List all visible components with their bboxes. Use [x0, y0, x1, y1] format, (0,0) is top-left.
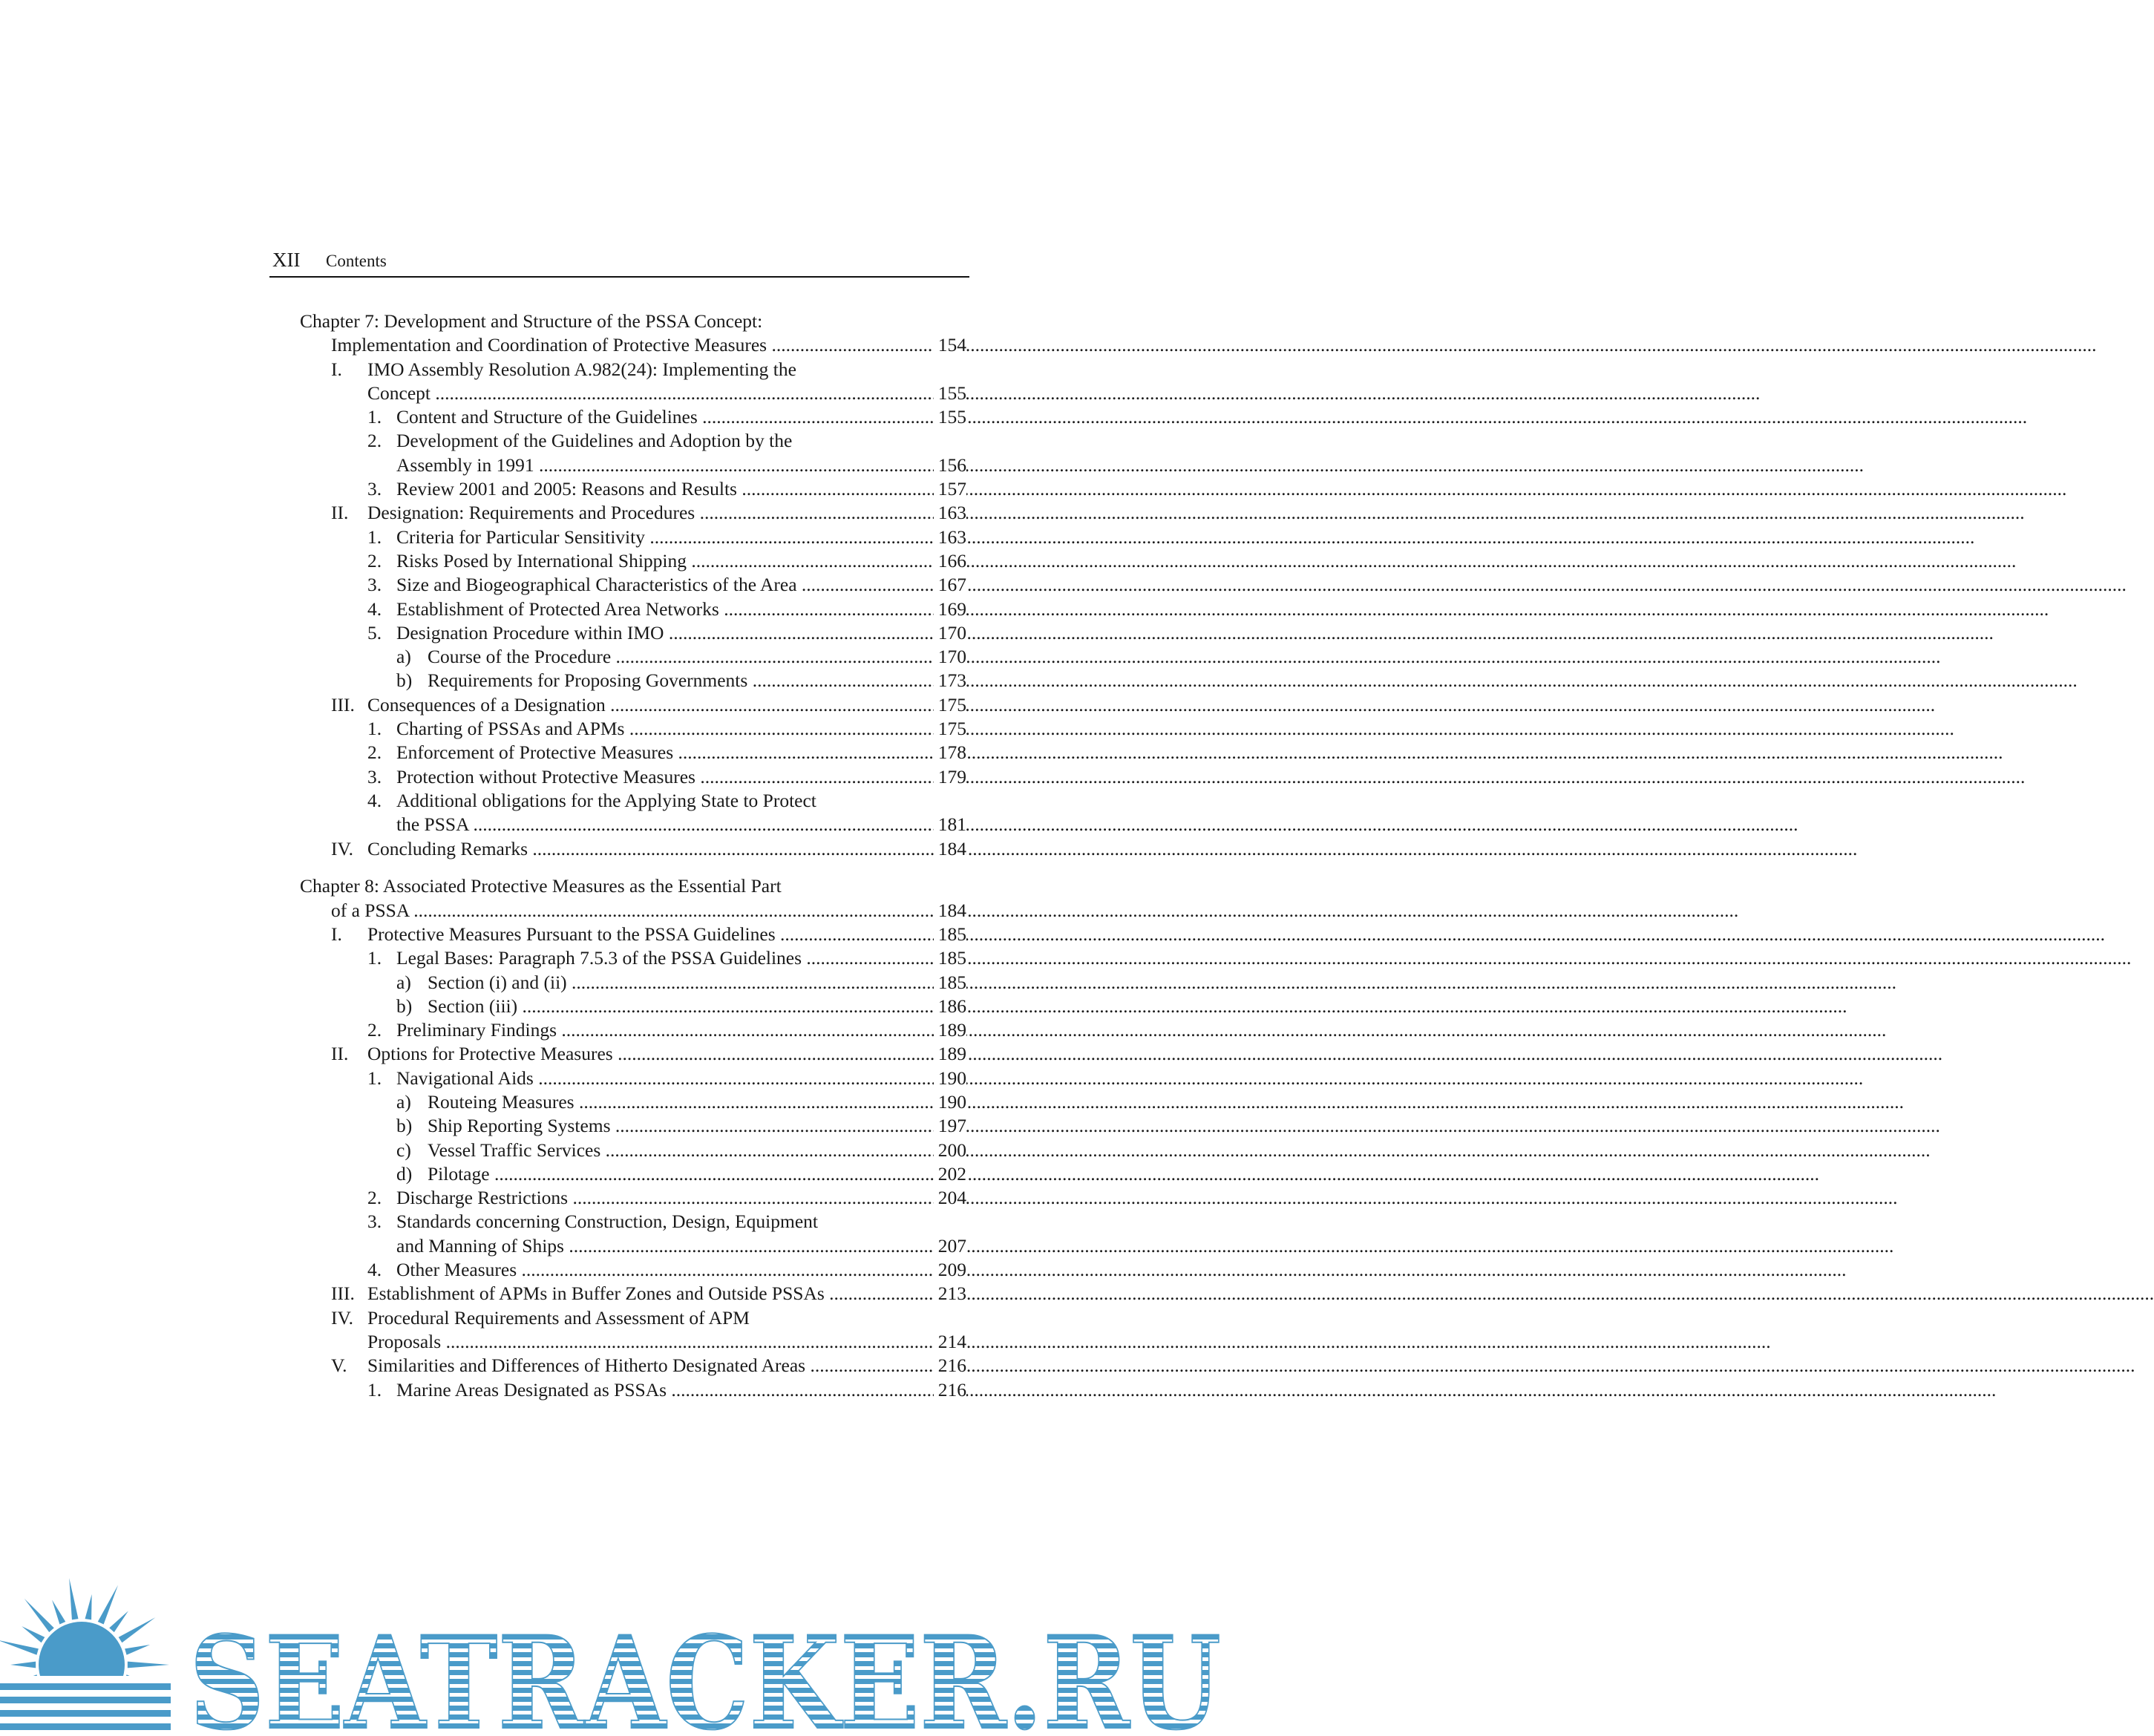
toc-entry[interactable] — [300, 669, 966, 692]
toc-entry-number: 2. — [367, 741, 382, 764]
toc-entry[interactable] — [300, 717, 966, 741]
toc-entry-title: Risks Posed by International Shipping ..... — [396, 549, 966, 573]
toc-entry-number: III. — [331, 693, 355, 715]
toc-entry[interactable] — [300, 358, 966, 381]
toc-entry-number: I. — [331, 358, 342, 380]
toc-entry-title: Similarities and Differences of Hitherto Designated Areas ..... — [367, 1354, 966, 1378]
toc-entry-page: 156 — [934, 453, 966, 477]
toc-entry-title: Routeing Measures ..... — [428, 1090, 966, 1114]
toc-entry-page: 179 — [934, 765, 966, 789]
toc-entry-page: 189 — [934, 1018, 966, 1042]
sun-icon — [0, 1578, 171, 1736]
toc-entry-page: 185 — [934, 946, 966, 970]
toc-entry-number: III. — [331, 1283, 355, 1305]
toc-entry[interactable] — [300, 813, 966, 836]
sun-ray — [24, 1599, 54, 1632]
toc-entry-title: Chapter 7: Development and Structure of the PSSA Concept: — [300, 310, 763, 332]
toc-entry[interactable] — [300, 899, 966, 923]
running-header — [269, 247, 969, 278]
toc-entry[interactable] — [300, 995, 966, 1018]
toc-entry-page: 178 — [934, 741, 966, 764]
toc-entry-number: 3. — [367, 478, 382, 500]
toc-entry[interactable] — [300, 573, 966, 597]
toc-entry-number: 3. — [367, 765, 382, 787]
toc-entry-title: Pilotage ..... — [428, 1162, 966, 1186]
toc-entry-page: 207 — [934, 1234, 966, 1258]
toc-entry[interactable] — [300, 1067, 966, 1090]
toc-entry-page: 216 — [934, 1354, 966, 1378]
toc-entry-title: Establishment of Protected Area Networks ..... — [396, 597, 966, 621]
toc-entry[interactable] — [300, 1139, 966, 1162]
toc-entry-title: Section (i) and (ii) ..... — [428, 971, 966, 995]
toc-entry[interactable] — [300, 621, 966, 645]
toc-entry-page: 173 — [934, 669, 966, 692]
toc-entry-number: 3. — [367, 574, 382, 596]
toc-entry-page: 157 — [934, 477, 966, 501]
toc-entry[interactable] — [300, 525, 966, 549]
toc-entry-page: 202 — [934, 1162, 966, 1186]
toc-entry-number: 2. — [367, 1187, 382, 1209]
toc-entry[interactable] — [300, 1258, 966, 1282]
toc-entry-title: IMO Assembly Resolution A.982(24): Implementing the — [367, 358, 796, 380]
toc-entry[interactable] — [300, 549, 966, 573]
toc-entry-number: 2. — [367, 430, 382, 452]
toc-entry-page: 190 — [934, 1090, 966, 1114]
toc-entry-number: 1. — [367, 406, 382, 428]
toc-entry-page: 170 — [934, 621, 966, 645]
toc-entry-title: Concluding Remarks ..... — [367, 837, 966, 861]
toc-entry-number: II. — [331, 502, 349, 524]
toc-entry-title: Development of the Guidelines and Adoption by the — [396, 430, 793, 452]
toc-entry-title: Assembly in 1991 ..... — [396, 453, 966, 477]
toc-entry-number: 3. — [367, 1211, 382, 1233]
toc-entry[interactable] — [300, 597, 966, 621]
toc-entry-number: IV. — [331, 837, 353, 859]
toc-entry-page: 170 — [934, 645, 966, 669]
toc-entry[interactable] — [300, 923, 966, 946]
toc-entry[interactable] — [300, 1018, 966, 1042]
toc-entry-title: Size and Biogeographical Characteristics of the Area ..... — [396, 573, 966, 597]
toc-entry-number: a) — [396, 646, 411, 668]
toc-entry-number: 1. — [367, 525, 382, 548]
toc-entry-number: 1. — [367, 1378, 382, 1401]
toc-entry-number: a) — [396, 1091, 411, 1113]
toc-entry-number: I. — [331, 923, 342, 945]
toc-entry-title: Enforcement of Protective Measures ..... — [396, 741, 966, 764]
toc-entry[interactable] — [300, 971, 966, 995]
toc-entry-page: 167 — [934, 573, 966, 597]
toc-entry-number: b) — [396, 1115, 413, 1137]
toc-entry-title: Preliminary Findings ..... — [396, 1018, 966, 1042]
toc-entry[interactable] — [300, 1090, 966, 1114]
toc-entry-title: Other Measures ..... — [396, 1258, 966, 1282]
toc-entry-number: 2. — [367, 1019, 382, 1041]
chapter-block — [300, 874, 966, 1402]
toc-entry-number: 2. — [367, 549, 382, 571]
toc-entry-number: d) — [396, 1162, 413, 1185]
toc-entry-page: 213 — [934, 1282, 966, 1306]
toc-entry[interactable] — [300, 1042, 966, 1066]
toc-entry[interactable] — [300, 874, 966, 898]
toc-entry-page: 186 — [934, 995, 966, 1018]
toc-entry-page: 200 — [934, 1139, 966, 1162]
toc-entry-title: Proposals ..... — [367, 1330, 966, 1354]
toc-entry-title: Section (iii) ..... — [428, 995, 966, 1018]
toc-entry-number: c) — [396, 1139, 411, 1161]
toc-entry[interactable] — [300, 381, 966, 405]
toc-entry[interactable] — [300, 1210, 966, 1234]
toc-entry-title: Legal Bases: Paragraph 7.5.3 of the PSSA Guidelines ..... — [396, 946, 966, 970]
watermark-text: SEATRACKER.RU — [189, 1608, 1221, 1736]
toc-entry-page: 204 — [934, 1186, 966, 1210]
toc-entry[interactable] — [300, 501, 966, 525]
toc-entry-title: Review 2001 and 2005: Reasons and Results ..... — [396, 477, 966, 501]
running-title: Contents — [326, 252, 387, 270]
toc-entry-title: Navigational Aids ..... — [396, 1067, 966, 1090]
toc-entry-number: 4. — [367, 789, 382, 811]
toc-entry-page: 216 — [934, 1378, 966, 1402]
toc-entry-title: of a PSSA ..... — [331, 899, 966, 923]
toc-entry-page: 163 — [934, 525, 966, 549]
toc-entry[interactable] — [300, 645, 966, 669]
page-number: XII — [272, 249, 301, 271]
toc-entry[interactable] — [300, 789, 966, 813]
toc-entry-page: 184 — [934, 837, 966, 861]
sun-ray — [52, 1600, 65, 1625]
toc-entry-title: Protective Measures Pursuant to the PSSA Guidelines ..... — [367, 923, 966, 946]
toc-entry-title: Implementation and Coordination of Protective Measures ..... — [331, 333, 966, 357]
toc-entry-title: Concept ..... — [367, 381, 966, 405]
sun-ray — [69, 1578, 78, 1619]
toc-entry-page: 190 — [934, 1067, 966, 1090]
toc-entry-title: Designation Procedure within IMO ..... — [396, 621, 966, 645]
sun-ray — [128, 1662, 169, 1668]
toc-entry-page: 185 — [934, 971, 966, 995]
toc-entry-title: Discharge Restrictions ..... — [396, 1186, 966, 1210]
toc-entry-page: 197 — [934, 1114, 966, 1138]
toc-entry-page: 166 — [934, 549, 966, 573]
toc-entry[interactable] — [300, 1330, 966, 1354]
toc-entry-title: Options for Protective Measures ..... — [367, 1042, 966, 1066]
toc-entry-number: b) — [396, 669, 413, 692]
toc-entry-title: Consequences of a Designation ..... — [367, 693, 966, 717]
sun-ray — [119, 1617, 156, 1642]
toc-entry-number: 1. — [367, 718, 382, 740]
toc-entry-number: 5. — [367, 621, 382, 643]
toc-entry-number: a) — [396, 971, 411, 993]
toc-entry-title: Designation: Requirements and Procedures ..... — [367, 501, 966, 525]
toc-entry-number: V. — [331, 1355, 347, 1377]
toc-entry-number: 1. — [367, 947, 382, 969]
toc-entry-title: Content and Structure of the Guidelines ..... — [396, 405, 966, 429]
table-of-contents — [300, 309, 966, 1415]
toc-entry-page: 163 — [934, 501, 966, 525]
toc-entry-title: Ship Reporting Systems ..... — [428, 1114, 966, 1138]
toc-entry[interactable] — [300, 453, 966, 477]
toc-entry[interactable] — [300, 309, 966, 333]
chapter-block — [300, 309, 966, 861]
toc-entry-title: and Manning of Ships ..... — [396, 1234, 966, 1258]
sun-ray — [0, 1640, 39, 1655]
toc-entry[interactable] — [300, 429, 966, 453]
toc-entry[interactable] — [300, 333, 966, 357]
toc-entry[interactable] — [300, 1186, 966, 1210]
toc-entry[interactable] — [300, 1114, 966, 1138]
toc-entry-page: 155 — [934, 381, 966, 405]
watermark-logo — [0, 1572, 1228, 1736]
toc-entry-page: 155 — [934, 405, 966, 429]
sun-ray — [10, 1662, 36, 1668]
toc-entry-page: 185 — [934, 923, 966, 946]
sun-ray — [22, 1626, 45, 1642]
toc-entry[interactable] — [300, 837, 966, 861]
toc-entry-title: Chapter 8: Associated Protective Measures as the Essential Part — [300, 875, 782, 897]
toc-entry-page: 175 — [934, 693, 966, 717]
toc-entry[interactable] — [300, 946, 966, 970]
toc-entry-number: IV. — [331, 1306, 353, 1329]
toc-entry-page: 154 — [934, 333, 966, 357]
toc-entry-title: Procedural Requirements and Assessment of APM — [367, 1306, 750, 1329]
sun-ray — [98, 1585, 118, 1625]
toc-entry[interactable] — [300, 1354, 966, 1378]
toc-entry[interactable] — [300, 693, 966, 717]
toc-entry[interactable] — [300, 1234, 966, 1258]
toc-entry-page: 209 — [934, 1258, 966, 1282]
toc-entry[interactable] — [300, 477, 966, 501]
toc-entry-page: 184 — [934, 899, 966, 923]
toc-entry[interactable] — [300, 741, 966, 764]
sun-ray — [125, 1645, 150, 1655]
toc-entry-number: b) — [396, 995, 413, 1017]
toc-entry-title: Protection without Protective Measures ..... — [396, 765, 966, 789]
toc-entry-number: 4. — [367, 1259, 382, 1281]
toc-entry[interactable] — [300, 1306, 966, 1330]
toc-entry-title: the PSSA ..... — [396, 813, 966, 836]
sun-ray — [85, 1594, 92, 1619]
sun-ray — [109, 1611, 128, 1632]
toc-entry[interactable] — [300, 405, 966, 429]
toc-entry[interactable] — [300, 1282, 966, 1306]
toc-entry-number: 4. — [367, 597, 382, 620]
toc-entry-title: Additional obligations for the Applying State to Protect — [396, 789, 816, 811]
toc-entry[interactable] — [300, 765, 966, 789]
toc-entry-number: 1. — [367, 1067, 382, 1089]
toc-entry-title: Vessel Traffic Services ..... — [428, 1139, 966, 1162]
toc-entry-page: 175 — [934, 717, 966, 741]
toc-entry-page: 181 — [934, 813, 966, 836]
toc-entry-title: Establishment of APMs in Buffer Zones and Outside PSSAs ..... — [367, 1282, 966, 1306]
toc-entry-title: Standards concerning Construction, Design, Equipment — [396, 1211, 818, 1233]
toc-entry-title: Criteria for Particular Sensitivity ..... — [396, 525, 966, 549]
toc-entry-page: 189 — [934, 1042, 966, 1066]
toc-entry-page: 214 — [934, 1330, 966, 1354]
toc-entry-page: 169 — [934, 597, 966, 621]
toc-entry-title: Requirements for Proposing Governments ..... — [428, 669, 966, 692]
toc-entry[interactable] — [300, 1162, 966, 1186]
toc-entry-title: Course of the Procedure ..... — [428, 645, 966, 669]
toc-entry[interactable] — [300, 1378, 966, 1402]
toc-entry-title: Charting of PSSAs and APMs ..... — [396, 717, 966, 741]
toc-entry-number: II. — [331, 1043, 349, 1065]
toc-entry-title: Marine Areas Designated as PSSAs ..... — [396, 1378, 966, 1402]
